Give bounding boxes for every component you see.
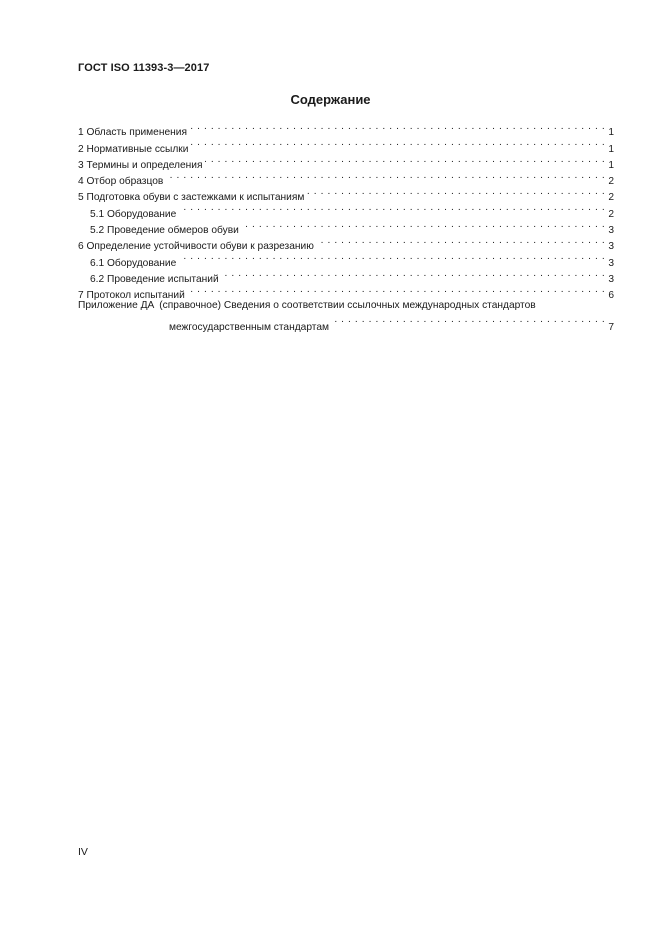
dot-leader [307, 184, 605, 200]
toc-entry-page: 6 [608, 290, 614, 302]
toc-title: Содержание [290, 92, 371, 107]
toc-entry-text: 5 Подготовка обуви с застежками к испытаниям [78, 192, 305, 204]
toc-entry-text: 6.2 Проведение испытаний [90, 273, 219, 285]
toc-entry-page: 3 [608, 241, 614, 253]
annex-title-line1: (справочное) Сведения о соответствии ссылочных международных стандартов [159, 300, 536, 312]
toc-entry-page: 1 [608, 143, 614, 155]
toc-entry[interactable] [78, 119, 614, 139]
toc-entry-text: 1 Область применения [78, 127, 187, 139]
toc-entry-page: 2 [608, 192, 614, 204]
dot-leader [222, 266, 606, 282]
toc-entry-page: 3 [608, 225, 614, 237]
dot-leader [166, 168, 605, 184]
annex-second-line [78, 313, 614, 334]
dot-leader [190, 119, 605, 135]
dot-leader [179, 200, 605, 216]
dot-leader [191, 135, 605, 151]
dot-leader [242, 217, 606, 233]
dot-leader [205, 152, 605, 168]
toc-entry-text: 5.1 Оборудование [90, 208, 177, 220]
toc-entry-page: 3 [608, 273, 614, 285]
annex-page: 7 [608, 321, 614, 333]
document-code: ГОСТ ISO 11393-3—2017 [78, 62, 210, 74]
toc-entry-text: 5.2 Проведение обмеров обуви [90, 225, 239, 237]
toc-entry-text: 4 Отбор образцов [78, 176, 164, 188]
toc-entry-text: 3 Термины и определения [78, 159, 203, 171]
dot-leader [179, 249, 605, 265]
toc-entry-page: 3 [608, 257, 614, 269]
annex-label: Приложение ДА [78, 300, 155, 312]
toc-entry-page: 1 [608, 159, 614, 171]
toc-entry-text: 6.1 Оборудование [90, 257, 177, 269]
annex-first-line [78, 299, 614, 313]
annex-title-line2: межгосударственным стандартам [169, 321, 329, 333]
toc-entry-text: 2 Нормативные ссылки [78, 143, 189, 155]
table-of-contents [78, 119, 614, 335]
dot-leader [317, 233, 605, 249]
dot-leader [332, 313, 605, 329]
dot-leader [188, 282, 606, 298]
toc-entry-page: 2 [608, 176, 614, 188]
page-number: IV [78, 846, 88, 858]
toc-entry-text: 7 Протокол испытаний [78, 290, 185, 302]
toc-annex-entry[interactable] [78, 299, 614, 334]
toc-entry-page: 1 [608, 127, 614, 139]
toc-entry-text: 6 Определение устойчивости обуви к разрезанию [78, 241, 314, 253]
toc-entry-page: 2 [608, 208, 614, 220]
